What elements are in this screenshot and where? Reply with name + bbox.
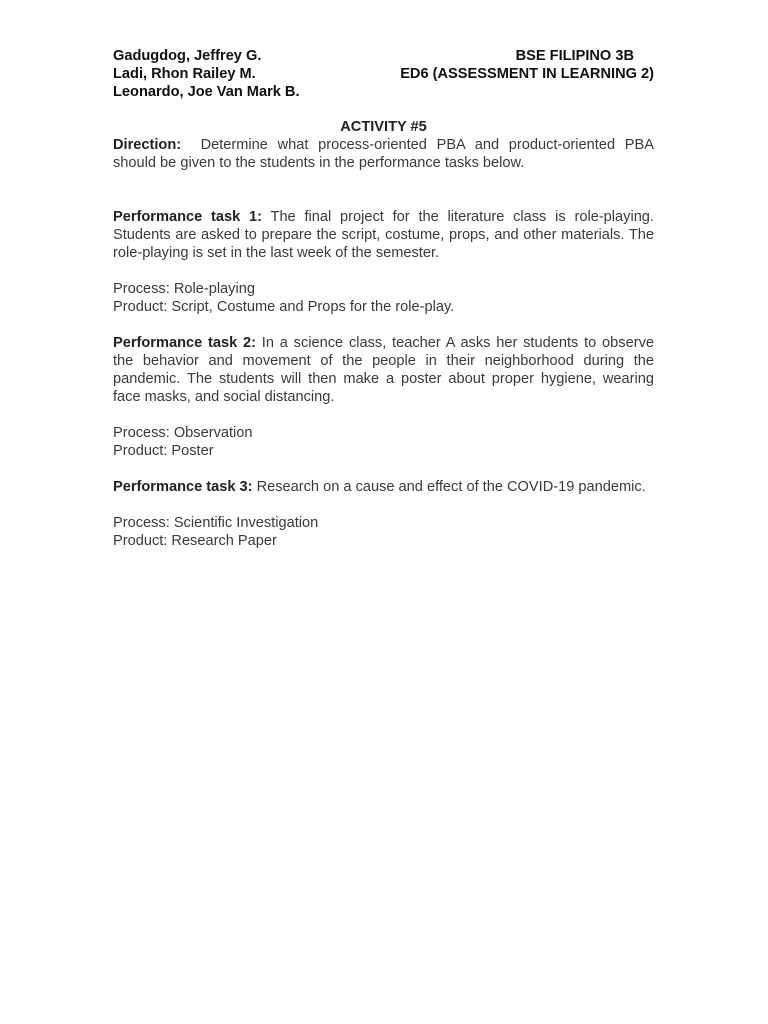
student-names — [113, 47, 300, 101]
task-process: Process: Role-playing — [113, 281, 255, 297]
task-product: Product: Script, Costume and Props for the role-play. — [113, 299, 455, 315]
direction-text: Determine what process-oriented PBA and product-oriented PBA should be given to the students in the performance tasks below. — [113, 137, 654, 171]
task-product: Product: Research Paper — [113, 533, 277, 549]
task-paragraph — [113, 208, 654, 262]
student-name: Leonardo, Joe Van Mark B. — [113, 84, 300, 100]
subject-label: ED6 (ASSESSMENT IN LEARNING 2) — [400, 66, 654, 82]
task-process: Process: Scientific Investigation — [113, 515, 319, 531]
direction-label: Direction: — [113, 137, 182, 153]
student-name: Ladi, Rhon Railey M. — [113, 66, 256, 82]
activity-title: ACTIVITY #5 — [340, 119, 427, 135]
task-text: Research on a cause and effect of the COVID-19 pandemic. — [256, 479, 646, 495]
student-name: Gadugdog, Jeffrey G. — [113, 48, 262, 64]
task-text: The final project for the literature class is role-playing. Students are asked to prepare the script, costume, props, and other materials. The role-playing is set in the last week of the semester. — [113, 209, 654, 261]
section-label: BSE FILIPINO 3B — [515, 48, 634, 64]
direction-paragraph — [113, 136, 654, 172]
task-process: Process: Observation — [113, 425, 253, 441]
document-header — [113, 47, 654, 101]
task-label: Performance task 3: — [113, 479, 253, 495]
task-label: Performance task 1: — [113, 209, 262, 225]
task-paragraph — [113, 334, 654, 406]
task-product: Product: Poster — [113, 443, 214, 459]
task-text: In a science class, teacher A asks her students to observe the behavior and movement of the people in their neighborhood during the pandemic. The students will then make a poster about proper hygiene, wearing face masks, and social distancing. — [113, 335, 654, 405]
document-page — [113, 47, 654, 550]
task-label: Performance task 2: — [113, 335, 256, 351]
task-paragraph — [113, 478, 654, 496]
course-info — [400, 47, 654, 83]
